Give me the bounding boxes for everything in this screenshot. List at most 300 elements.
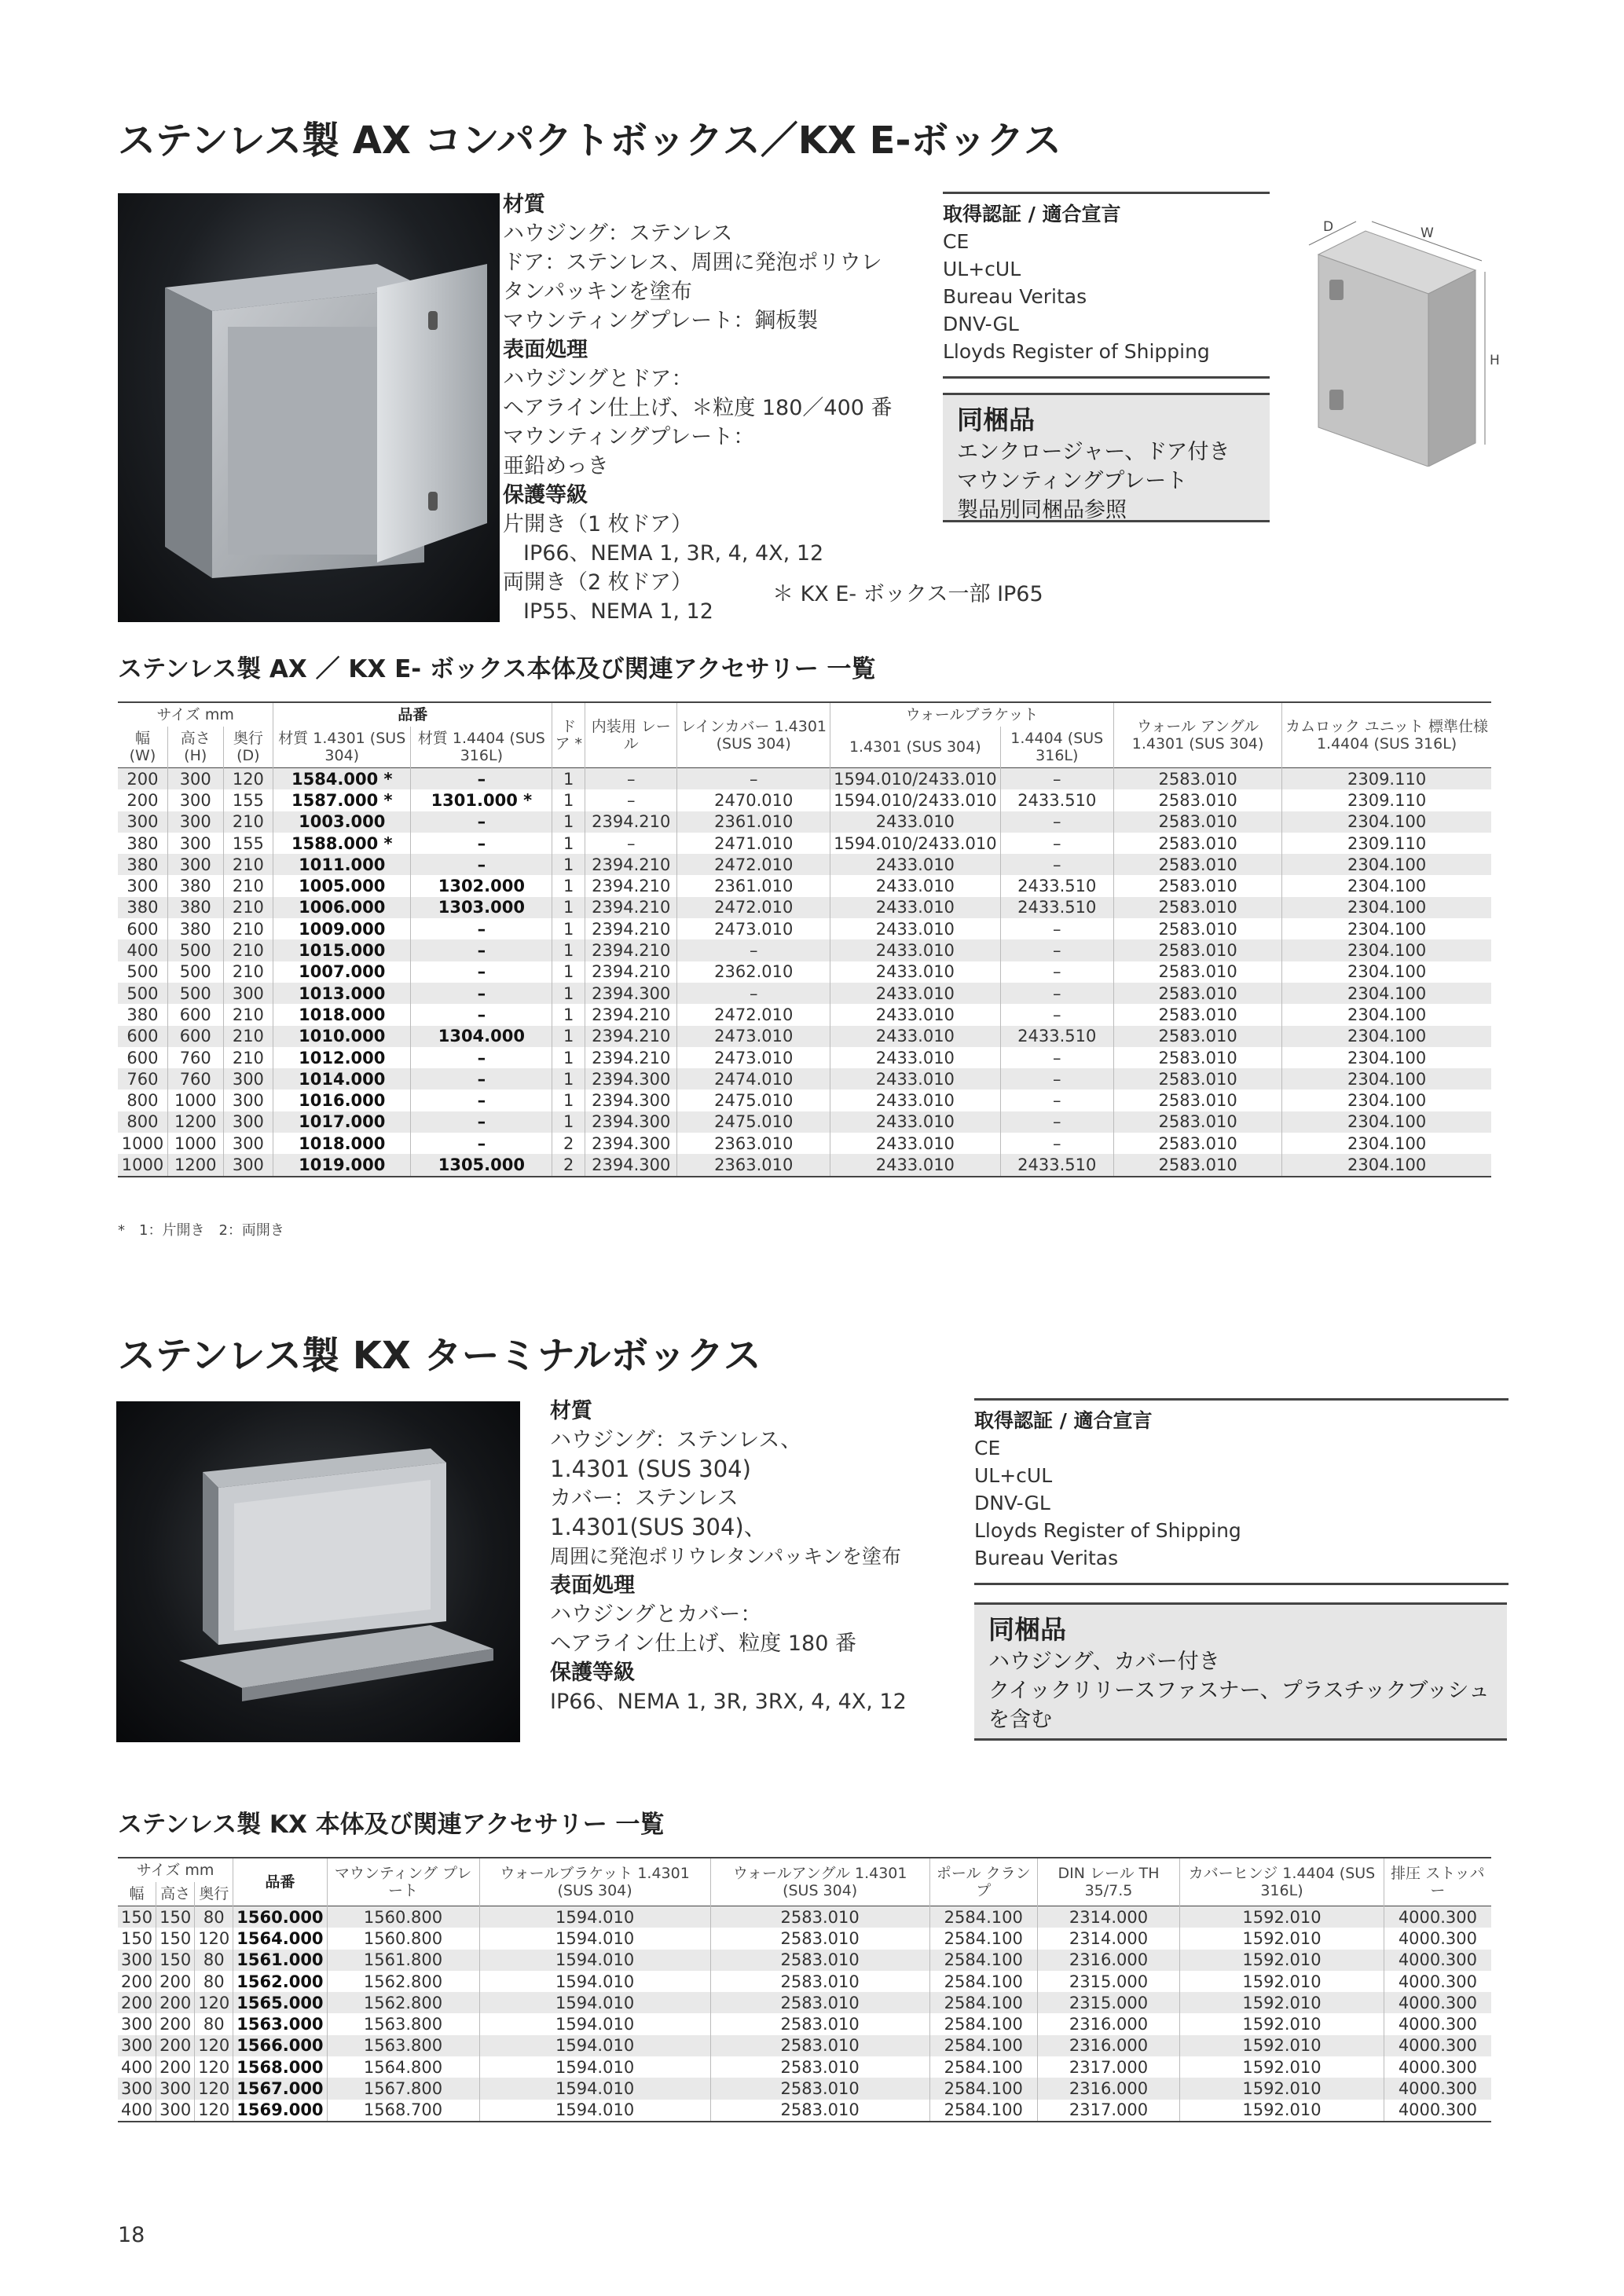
table-cell: 200 [118, 768, 167, 790]
table-row [118, 983, 1491, 1004]
table-cell: 2316.000 [1037, 2013, 1179, 2034]
dim-h-label: H [1490, 353, 1500, 368]
cert-item: CE [943, 230, 970, 253]
table-cell: 2583.010 [710, 2056, 929, 2078]
table-cell: 300 [223, 983, 273, 1004]
table-cell: 2363.010 [677, 1154, 830, 1176]
table-cell: 2394.210 [585, 918, 677, 939]
table-cell: 1007.000 [273, 961, 411, 983]
table-cell: 2 [552, 1154, 585, 1176]
table-cell: 2473.010 [677, 918, 830, 939]
table-row [118, 1089, 1491, 1111]
s2-included-title: 同梱品 [988, 1614, 1066, 1645]
table-cell: 2316.000 [1037, 1950, 1179, 1971]
col-size: サイズ mm [136, 1862, 214, 1879]
table-cell: 2583.010 [1113, 1089, 1281, 1111]
table-cell: 2583.010 [1113, 1111, 1281, 1133]
cert-item: Bureau Veritas [943, 285, 1087, 308]
table-cell: 2394.300 [585, 1089, 677, 1111]
table-cell: 2304.100 [1282, 961, 1491, 983]
table-cell: 210 [223, 939, 273, 961]
spec-line: 1.4301 (SUS 304) [550, 1456, 751, 1482]
table-cell: 1 [552, 983, 585, 1004]
cert-item: UL+cUL [974, 1464, 1053, 1487]
table-cell: 380 [167, 918, 223, 939]
table-cell: 2433.010 [830, 1004, 1000, 1025]
table-cell: 120 [195, 1992, 233, 2013]
table-cell: 210 [223, 875, 273, 896]
table-cell: 300 [156, 2078, 195, 2099]
table-cell: 1 [552, 1026, 585, 1047]
table-cell: 1014.000 [273, 1068, 411, 1089]
table-cell: 155 [223, 789, 273, 811]
cert-item: CE [974, 1437, 1001, 1459]
table-cell: – [677, 983, 830, 1004]
table-cell: 500 [167, 983, 223, 1004]
table-cell: 2433.010 [830, 1089, 1000, 1111]
table-cell: 300 [223, 1133, 273, 1154]
table-cell: 1000 [121, 1133, 164, 1153]
table-cell: 400 [121, 2057, 153, 2077]
table-cell: 1015.000 [273, 939, 411, 961]
table-cell: 380 [167, 897, 223, 918]
table-cell: 380 [126, 833, 159, 853]
table-cell: 1563.800 [327, 2013, 479, 2034]
table-cell: 1567.800 [327, 2078, 479, 2099]
table-cell: 1 [552, 789, 585, 811]
table-row [118, 1154, 1491, 1176]
table-cell: 2433.010 [830, 1154, 1000, 1176]
table-cell: 300 [167, 768, 223, 790]
s1-spec-note: ＊ KX E- ボックス一部 IP65 [772, 582, 1043, 606]
ax-box-photo [118, 193, 500, 622]
table-cell: 1594.010 [479, 1950, 710, 1971]
table-cell: 1562.800 [327, 1992, 479, 2013]
spec-line: マウンティングプレート：鋼板製 [503, 309, 819, 333]
table-cell: 1561.000 [233, 1950, 327, 1971]
spec-line: タンパッキンを塗布 [503, 280, 692, 304]
table-cell: 2433.010 [830, 1026, 1000, 1047]
table-row [118, 897, 1491, 918]
table-cell: 1594.010 [479, 1971, 710, 1992]
ax-kx-parts-table [118, 701, 1491, 1177]
table-cell: – [1000, 1004, 1113, 1025]
dim-d-label: D [1323, 219, 1334, 235]
table-cell: – [1000, 983, 1113, 1004]
table-cell: 1592.010 [1180, 1971, 1384, 1992]
table-cell: 380 [126, 1005, 159, 1024]
table-cell: 4000.300 [1384, 1992, 1491, 2013]
spec-heading: 材質 [503, 192, 545, 217]
page-number: 18 [118, 2223, 145, 2247]
table-cell: 2309.110 [1282, 833, 1491, 854]
table-cell: 2583.010 [710, 1971, 929, 1992]
table-cell: 300 [167, 789, 223, 811]
table-cell: 2304.100 [1282, 918, 1491, 939]
table-cell: 2315.000 [1037, 1971, 1179, 1992]
table-cell: 4000.300 [1384, 2078, 1491, 2099]
col-rain-cover: レインカバー 1.4301 (SUS 304) [677, 702, 830, 768]
kx-parts-table [118, 1857, 1491, 2122]
table-cell: 1016.000 [273, 1089, 411, 1111]
table-cell: 2394.210 [585, 1047, 677, 1068]
table-cell: 300 [118, 2035, 156, 2056]
table-cell: 2304.100 [1282, 939, 1491, 961]
table-cell: 300 [126, 877, 159, 896]
col-depth: 奥行 [195, 1882, 233, 1906]
spec-line: ハウジング：ステンレス [503, 222, 733, 246]
table-cell: – [411, 1004, 552, 1025]
table-row [118, 1111, 1491, 1133]
table-cell: 300 [167, 833, 223, 854]
table-cell: 1 [552, 875, 585, 896]
table-row [118, 1992, 1491, 2013]
table-row [118, 1950, 1491, 1971]
table-cell: 2433.510 [1000, 1026, 1113, 1047]
table-cell: 500 [167, 939, 223, 961]
table-cell: – [411, 854, 552, 875]
table-cell: – [411, 1047, 552, 1068]
col-wall-angle: ウォール アングル 1.4301 (SUS 304) [1113, 702, 1281, 768]
table-cell: 2394.300 [585, 1068, 677, 1089]
table-cell: 1592.010 [1180, 2035, 1384, 2056]
table-cell: 760 [167, 1068, 223, 1089]
table-cell: 200 [156, 2035, 195, 2056]
included-item: ハウジング、カバー付き [988, 1650, 1220, 1674]
table-cell: 2471.010 [677, 833, 830, 854]
table-cell: 2584.100 [929, 2013, 1037, 2034]
table-cell: 4000.300 [1384, 1950, 1491, 1971]
table-cell: – [411, 768, 552, 790]
col-material-316l: 材質 1.4404 (SUS 316L) [411, 727, 552, 768]
included-item: を含む [988, 1708, 1052, 1732]
table-cell: 2304.100 [1282, 1047, 1491, 1068]
table-cell: 2304.100 [1282, 1111, 1491, 1133]
table-cell: 1017.000 [273, 1111, 411, 1133]
table-row [118, 1004, 1491, 1025]
table-cell: 380 [167, 875, 223, 896]
table-row [118, 2078, 1491, 2099]
table-cell: 2584.100 [929, 1971, 1037, 1992]
table-row [118, 789, 1491, 811]
table-cell: 2304.100 [1282, 875, 1491, 896]
table-cell: 1 [552, 768, 585, 790]
col-size: サイズ mm [156, 706, 234, 723]
col-camlock: カムロック ユニット 標準仕様 1.4404 (SUS 316L) [1282, 702, 1491, 768]
box-dimension-icon [1279, 207, 1515, 467]
kx-box-photo [116, 1401, 520, 1742]
table-cell: 1301.000 * [411, 789, 552, 811]
col-cover-hinge: カバーヒンジ 1.4404 (SUS 316L) [1180, 1858, 1384, 1906]
table-cell: 1 [552, 1089, 585, 1111]
table-cell: 2472.010 [677, 854, 830, 875]
table-cell: 300 [223, 1111, 273, 1133]
table-cell: 2584.100 [929, 1950, 1037, 1971]
table-cell: 1010.000 [273, 1026, 411, 1047]
col-part-number: 品番 [273, 702, 552, 727]
s2-cert-title: 取得認証 / 適合宣言 [974, 1409, 1153, 1432]
table-cell: – [1000, 811, 1113, 833]
col-wall-angle: ウォールアングル 1.4301 (SUS 304) [710, 1858, 929, 1906]
table-cell: 80 [195, 1971, 233, 1992]
table-cell: 2433.010 [830, 918, 1000, 939]
table-cell: 1569.000 [233, 2100, 327, 2122]
table-cell: 2304.100 [1282, 897, 1491, 918]
table-cell: 120 [195, 2078, 233, 2099]
table-cell: 800 [118, 1111, 167, 1133]
table-cell: 300 [118, 1950, 156, 1971]
table-row [118, 2013, 1491, 2034]
table-cell: – [411, 811, 552, 833]
table-cell: 1 [552, 854, 585, 875]
col-height: 高さ (H) [167, 727, 223, 768]
table-cell: 2475.010 [677, 1089, 830, 1111]
table-cell: 1568.000 [233, 2056, 327, 2078]
table-cell: 120 [195, 2100, 233, 2122]
table-cell: 1592.010 [1180, 2100, 1384, 2122]
table-cell: 2304.100 [1282, 1154, 1491, 1176]
table-row [118, 918, 1491, 939]
table-cell: 2314.000 [1037, 1906, 1179, 1928]
table-cell: 2304.100 [1282, 1068, 1491, 1089]
spec-line: ハウジングとドア： [503, 367, 693, 391]
table-cell: 1 [552, 811, 585, 833]
spec-line: 1.4301(SUS 304)、 [550, 1514, 767, 1540]
table-cell: – [1000, 1047, 1113, 1068]
table-cell: 1 [552, 897, 585, 918]
table-cell: 150 [156, 1928, 195, 1949]
spec-heading: 表面処理 [550, 1573, 635, 1598]
table-cell: 2433.010 [830, 811, 1000, 833]
table-cell: 2583.010 [1113, 1047, 1281, 1068]
table-cell: 2583.010 [710, 1906, 929, 1928]
table-cell: 2583.010 [1113, 833, 1281, 854]
table-cell: 2470.010 [677, 789, 830, 811]
table-cell: 2583.010 [710, 2078, 929, 2099]
table-cell: 120 [223, 768, 273, 790]
table-cell: 2584.100 [929, 2100, 1037, 2122]
table-cell: 2583.010 [1113, 1068, 1281, 1089]
table-cell: 2433.510 [1000, 897, 1113, 918]
table-cell: 1 [552, 1047, 585, 1068]
table-cell: 2433.010 [830, 961, 1000, 983]
table-cell: 1587.000 * [273, 789, 411, 811]
table-cell: 2583.010 [1113, 1004, 1281, 1025]
table-cell: 1563.800 [327, 2035, 479, 2056]
cert-item: Bureau Veritas [974, 1547, 1119, 1569]
col-wb-316l: 1.4404 (SUS 316L) [1000, 727, 1113, 768]
table-cell: 380 [118, 897, 167, 918]
table-cell: 210 [223, 897, 273, 918]
table-cell: 1000 [167, 1089, 223, 1111]
table-cell: 2363.010 [677, 1133, 830, 1154]
table-cell: – [1000, 939, 1113, 961]
table-cell: 2394.300 [585, 1111, 677, 1133]
table-row [118, 961, 1491, 983]
table-cell: 2433.510 [1000, 1154, 1113, 1176]
table-cell: 2433.510 [1000, 789, 1113, 811]
table-cell: 2314.000 [1037, 1928, 1179, 1949]
included-item: クイックリリースファスナー、プラスチックブッシュ [988, 1679, 1490, 1703]
table-cell: 200 [121, 1972, 153, 1991]
table-cell: 2433.010 [830, 1111, 1000, 1133]
table-cell: 400 [121, 2100, 153, 2120]
table-cell: 1 [552, 833, 585, 854]
table-row [118, 833, 1491, 854]
table-cell: 80 [195, 2013, 233, 2034]
cert-item: Lloyds Register of Shipping [974, 1519, 1241, 1542]
table-cell: 2304.100 [1282, 1004, 1491, 1025]
table-cell: 1560.000 [233, 1906, 327, 1928]
table-row [118, 1047, 1491, 1068]
table-cell: – [585, 789, 677, 811]
table-cell: – [411, 1068, 552, 1089]
table-cell: 1011.000 [273, 854, 411, 875]
table-cell: 300 [223, 1154, 273, 1176]
col-mounting-plate: マウンティング プレート [327, 1858, 479, 1906]
table-cell: 1564.800 [327, 2056, 479, 2078]
table-cell: 2583.010 [710, 2013, 929, 2034]
table-cell: – [411, 939, 552, 961]
col-material-304: 材質 1.4301 (SUS 304) [273, 727, 411, 768]
table-cell: 120 [195, 2035, 233, 2056]
table-cell: 2304.100 [1282, 1089, 1491, 1111]
table-cell: 210 [223, 918, 273, 939]
spec-line: カバー：ステンレス [550, 1486, 739, 1511]
table-cell: – [1000, 1111, 1113, 1133]
spec-line: ハウジング：ステンレス、 [550, 1428, 802, 1452]
table-row [118, 768, 1491, 790]
col-wb-304: 1.4301 (SUS 304) [830, 727, 1000, 768]
table-cell: 1592.010 [1180, 1950, 1384, 1971]
table-cell: – [411, 1089, 552, 1111]
table-cell: 2362.010 [677, 961, 830, 983]
table-cell: 80 [195, 1950, 233, 1971]
table-cell: 1200 [167, 1111, 223, 1133]
table-cell: 2304.100 [1282, 811, 1491, 833]
table-cell: 1592.010 [1180, 1928, 1384, 1949]
table-cell: 1006.000 [273, 897, 411, 918]
table-cell: 1592.010 [1180, 2013, 1384, 2034]
table-cell: 1305.000 [411, 1154, 552, 1176]
table-cell: 300 [223, 1089, 273, 1111]
cert-item: Lloyds Register of Shipping [943, 340, 1210, 363]
table-cell: 1013.000 [273, 983, 411, 1004]
table-cell: 800 [126, 1091, 159, 1111]
table-cell: – [411, 1133, 552, 1154]
table-cell: 1561.800 [327, 1950, 479, 1971]
table-cell: – [411, 833, 552, 854]
cert-item: DNV-GL [943, 313, 1019, 335]
table-cell: 2394.300 [585, 983, 677, 1004]
table-cell: 200 [156, 1971, 195, 1992]
table-cell: 150 [156, 1950, 195, 1971]
table-cell: 2473.010 [677, 1026, 830, 1047]
s1-included-block [943, 393, 1270, 522]
table-cell: 210 [223, 1004, 273, 1025]
table-cell: 2304.100 [1282, 1133, 1491, 1154]
table-cell: 2583.010 [1113, 983, 1281, 1004]
table-cell: 1019.000 [273, 1154, 411, 1176]
table-cell: 2394.210 [585, 939, 677, 961]
col-rail: 内装用 レール [585, 702, 677, 768]
table-cell: 1594.010 [479, 2078, 710, 2099]
table-cell: – [1000, 1133, 1113, 1154]
table-cell: 1594.010/2433.010 [830, 833, 1000, 854]
table-cell: 500 [126, 962, 159, 982]
table-cell: 1 [552, 939, 585, 961]
table-cell: 2316.000 [1037, 2035, 1179, 2056]
table-cell: 2394.210 [585, 1004, 677, 1025]
table-cell: 1000 [167, 1133, 223, 1154]
table-cell: 2317.000 [1037, 2056, 1179, 2078]
table-cell: – [411, 961, 552, 983]
col-width: 幅 [129, 1885, 145, 1902]
s1-included-title: 同梱品 [957, 405, 1035, 435]
kx-box-image [116, 1401, 520, 1742]
table-cell: 4000.300 [1384, 1971, 1491, 1992]
col-pressure-stopper: 排圧 ストッパー [1384, 1858, 1491, 1906]
table-cell: 1 [552, 1068, 585, 1089]
table-cell: 2583.010 [1113, 875, 1281, 896]
table-row [118, 2056, 1491, 2078]
table-cell: – [1000, 1068, 1113, 1089]
table-cell: 1304.000 [411, 1026, 552, 1047]
s1-cert-title: 取得認証 / 適合宣言 [943, 203, 1121, 225]
table-cell: 2472.010 [677, 897, 830, 918]
table-cell: 2583.010 [1113, 918, 1281, 939]
table-cell: 1594.010 [479, 1928, 710, 1949]
table-cell: 2583.010 [710, 2035, 929, 2056]
table-cell: 210 [223, 961, 273, 983]
table-cell: – [411, 1111, 552, 1133]
spec-line: 周囲に発泡ポリウレタンパッキンを塗布 [550, 1545, 902, 1568]
table-cell: 380 [118, 854, 167, 875]
table-cell: 1594.010 [479, 2013, 710, 2034]
table-cell: 1018.000 [273, 1004, 411, 1025]
table-cell: – [677, 939, 830, 961]
table-row [118, 1133, 1491, 1154]
table-row [118, 2100, 1491, 2122]
table-cell: 2472.010 [677, 1004, 830, 1025]
table-cell: 120 [195, 2056, 233, 2078]
cert-item: DNV-GL [974, 1492, 1050, 1514]
table-cell: 210 [223, 811, 273, 833]
table-cell: – [677, 768, 830, 790]
spec-line: 両開き（2 枚ドア） [503, 570, 692, 595]
table-cell: 2361.010 [677, 811, 830, 833]
table-cell: 600 [126, 1048, 159, 1067]
table-cell: 2394.210 [585, 811, 677, 833]
table-row [118, 1906, 1491, 1928]
table-cell: 2583.010 [1113, 897, 1281, 918]
table-cell: 150 [156, 1906, 195, 1928]
table-cell: 300 [156, 2100, 195, 2122]
s1-table-footnote: * 1：片開き 2：両開き [118, 1222, 284, 1239]
table-cell: 2584.100 [929, 1906, 1037, 1928]
table-row [118, 1026, 1491, 1047]
spec-line: ヘアライン仕上げ、＊粒度 180／400 番 [503, 396, 893, 420]
table-cell: 1302.000 [411, 875, 552, 896]
table-cell: 2583.010 [1113, 1154, 1281, 1176]
col-door: ドア * [552, 702, 585, 768]
table-cell: 400 [118, 939, 167, 961]
s1-spec-list [503, 190, 943, 626]
spec-line: IP66、NEMA 1, 3R, 4, 4X, 12 [523, 541, 824, 566]
table-row [118, 875, 1491, 896]
spec-line: IP55、NEMA 1, 12 [523, 599, 713, 624]
col-depth: 奥行 (D) [223, 727, 273, 768]
